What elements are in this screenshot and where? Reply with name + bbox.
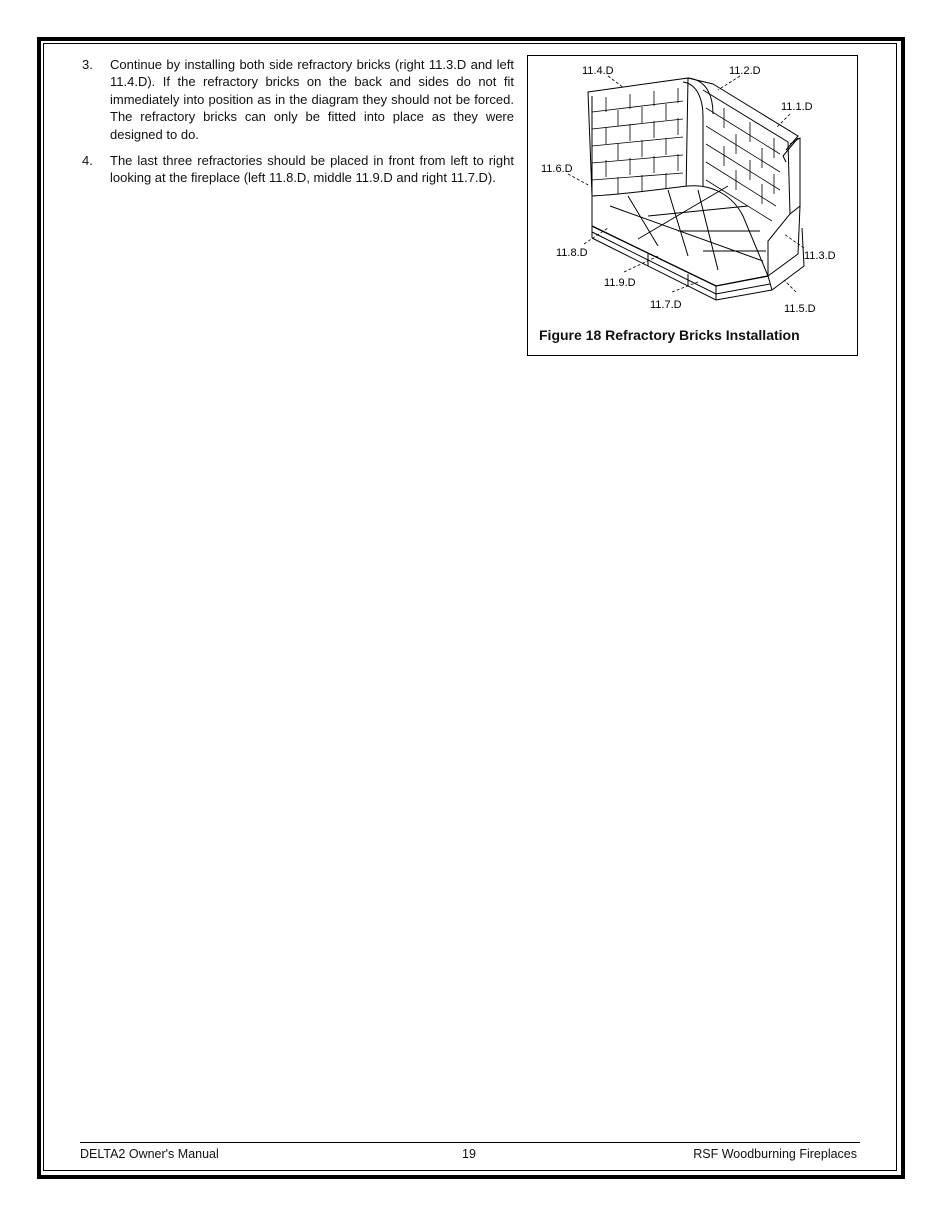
step-number: 4. (82, 153, 93, 169)
label-11-3-d: 11.3.D (804, 250, 836, 262)
label-11-4-d: 11.4.D (582, 65, 614, 77)
label-11-9-d: 11.9.D (604, 277, 636, 289)
figure-18 (527, 55, 858, 356)
step-text: Continue by installing both side refractory bricks (right 11.3.D and left 11.4.D). If the refractory bricks on the back and sides do not fit immediately into position as in the diagram they should not be forced. The refractory bricks can only be fitted into place as they were designed to do. (110, 57, 514, 142)
step-number: 3. (82, 57, 93, 72)
step-item (80, 152, 514, 187)
step-item (80, 56, 514, 143)
label-11-6-d: 11.6.D (541, 163, 573, 175)
footer-manual-title: DELTA2 Owner's Manual (80, 1147, 219, 1161)
label-11-7-d: 11.7.D (650, 299, 682, 311)
label-11-5-d: 11.5.D (784, 303, 816, 315)
footer-page-number: 19 (462, 1147, 476, 1161)
step-text: The last three refractories should be placed in front from left to right looking at the fireplace (left 11.8.D, middle 11.9.D and right 11.7.D). (110, 153, 514, 186)
footer-company: RSF Woodburning Fireplaces (693, 1147, 857, 1161)
label-11-2-d: 11.2.D (729, 65, 761, 77)
refractory-bricks-diagram (528, 56, 857, 355)
label-11-1-d: 11.1.D (781, 101, 813, 113)
instruction-steps (80, 56, 514, 196)
label-11-8-d: 11.8.D (556, 247, 588, 259)
figure-caption: Figure 18 Refractory Bricks Installation (539, 327, 800, 343)
footer-divider (80, 1142, 860, 1143)
